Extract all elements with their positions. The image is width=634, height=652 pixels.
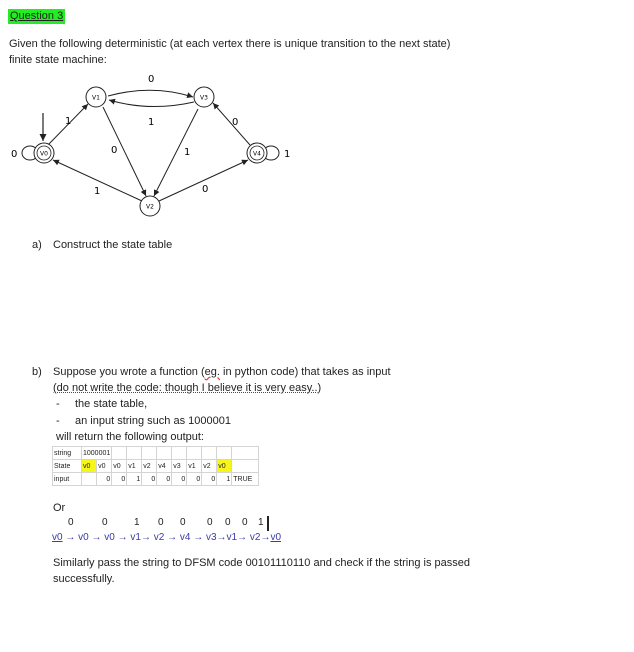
- bit: 0: [242, 517, 248, 528]
- edge-v3-v1: [109, 100, 194, 107]
- fsm-diagram: [0, 68, 310, 223]
- svg-text:V4: V4: [253, 150, 261, 158]
- label-v4-v3: 0: [232, 117, 239, 128]
- bit: 1: [134, 517, 140, 528]
- state-v0: [34, 143, 54, 163]
- bit: 0: [180, 517, 186, 528]
- svg-text:V1: V1: [92, 94, 100, 102]
- label-v1-v3: 0: [148, 74, 155, 85]
- label-v3-v2: 1: [184, 147, 191, 158]
- state-v4: [247, 143, 267, 163]
- eg-text: eg.: [204, 366, 220, 378]
- bit: 0: [207, 517, 213, 528]
- label-v0-v1: 1: [65, 116, 72, 127]
- label-v2-v0: 1: [94, 186, 101, 197]
- text-cursor: [267, 516, 269, 531]
- svg-text:V3: V3: [200, 94, 208, 102]
- closing-line-2: successfully.: [53, 573, 115, 585]
- edge-v3-v2: [154, 109, 198, 196]
- bit: 0: [158, 517, 164, 528]
- label-v4-self: 1: [284, 149, 291, 160]
- table-row-string: string 1000001: [53, 447, 259, 460]
- table-row-state: State v0 v0 v0 v1 v2 v4 v3 v1 v2 v0: [53, 460, 259, 473]
- edge-v1-v3: [108, 90, 193, 97]
- output-table: [52, 446, 259, 486]
- bit: 0: [225, 517, 231, 528]
- table-row-input: input 0 0 1 0 0 0 0 0 1 TRUE: [53, 473, 259, 486]
- label-v3-v1: 1: [148, 117, 155, 128]
- svg-text:V0: V0: [40, 150, 48, 158]
- part-b-label: b): [32, 366, 42, 378]
- or-label: Or: [53, 502, 66, 514]
- bit: 0: [102, 517, 108, 528]
- part-a-label: a): [32, 239, 42, 251]
- label-v2-v4: 0: [202, 184, 209, 195]
- part-b-line-3: will return the following output:: [56, 431, 204, 443]
- label-v0-self: 0: [11, 149, 18, 160]
- bit: 1: [258, 517, 264, 528]
- part-b-line-2: (do not write the code: though I believe it is very easy..): [53, 382, 322, 394]
- svg-text:V2: V2: [146, 203, 154, 211]
- edge-v1-v2: [103, 107, 146, 196]
- state-v1: [86, 87, 106, 107]
- intro-line-1: Given the following deterministic (at each vertex there is unique transition to the next state): [9, 38, 451, 50]
- label-v1-v2: 0: [111, 145, 118, 156]
- bit: 0: [68, 517, 74, 528]
- bit-sequence: [0, 517, 634, 531]
- state-chain: v0 → v0 → v0 → v1→ v2 → v4 → v3→v1→ v2→v0: [52, 532, 281, 543]
- state-v3: [194, 87, 214, 107]
- bullet-1: the state table,: [75, 398, 148, 410]
- question-title: Question 3: [10, 10, 64, 22]
- bullet-2: an input string such as 1000001: [75, 415, 231, 427]
- part-b-line-1: Suppose you wrote a function (eg. in python code) that takes as input: [53, 366, 391, 378]
- bullet-dash-2: -: [56, 415, 60, 427]
- bullet-dash-1: -: [56, 398, 60, 410]
- intro-line-2: finite state machine:: [9, 54, 107, 66]
- part-a-text: Construct the state table: [53, 239, 173, 251]
- closing-line-1: Similarly pass the string to DFSM code 00101110110 and check if the string is passed: [53, 557, 470, 569]
- state-v2: [140, 196, 160, 216]
